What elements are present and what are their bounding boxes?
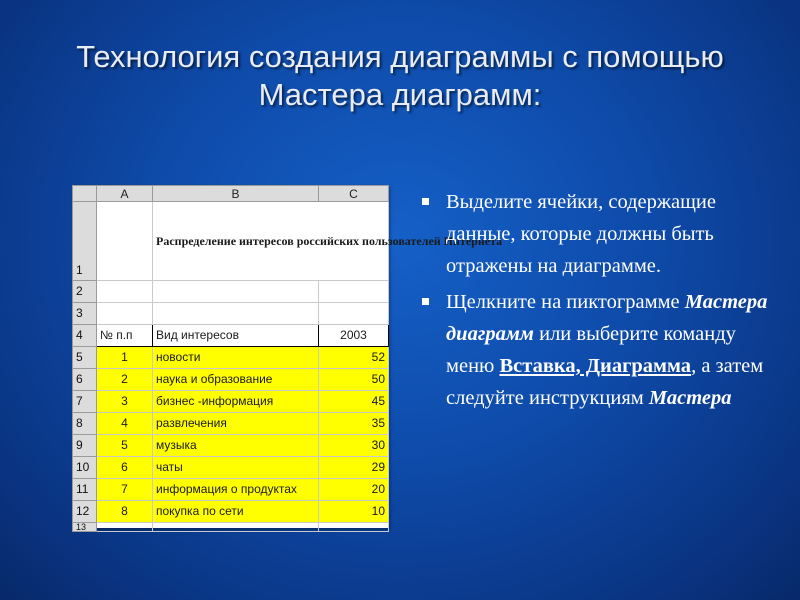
table-row (73, 479, 389, 501)
instruction-list (420, 186, 780, 414)
spreadsheet-grid (72, 185, 503, 532)
row-header: 10 (73, 457, 97, 479)
cell-number: 3 (97, 391, 153, 413)
list-item (420, 286, 780, 414)
cell-number: 4 (97, 413, 153, 435)
table-row (73, 501, 389, 523)
row-header: 3 (73, 303, 97, 325)
cell (97, 202, 153, 281)
corner-cell (73, 186, 97, 202)
instruction-click-text: Щелкните на пиктограмме (446, 291, 685, 313)
cell-interest: чаты (153, 457, 319, 479)
cell-interest: наука и образование (153, 369, 319, 391)
instruction-or-text: или выберите команду меню (446, 323, 736, 377)
cell (97, 281, 153, 303)
cell (319, 281, 389, 303)
row-header: 2 (73, 281, 97, 303)
cell (97, 303, 153, 325)
cell (153, 303, 319, 325)
table-row (73, 303, 389, 325)
table-header-row (73, 325, 389, 347)
cell-number: 5 (97, 435, 153, 457)
instruction-select-cells: Выделите ячейки, содержащие данные, которые должны быть отражены на диаграмме. (446, 191, 717, 277)
cell-interest: развлечения (153, 413, 319, 435)
cell-interest: бизнес -информация (153, 391, 319, 413)
row-header: 5 (73, 347, 97, 369)
cell-value: 30 (319, 435, 389, 457)
table-row (73, 202, 389, 281)
cell-value: 20 (319, 479, 389, 501)
row-header: 12 (73, 501, 97, 523)
cell-number: 7 (97, 479, 153, 501)
list-item (420, 186, 780, 282)
cell-number: 6 (97, 457, 153, 479)
column-header-b: B (153, 186, 319, 202)
cell-interest: информация о продуктах (153, 479, 319, 501)
slide-title (0, 38, 800, 114)
column-header-c: C (319, 186, 389, 202)
row-header: 4 (73, 325, 97, 347)
table-row (73, 413, 389, 435)
square-bullet-icon (422, 198, 429, 205)
table-row (73, 391, 389, 413)
cell-value: 29 (319, 457, 389, 479)
cell-value: 10 (319, 501, 389, 523)
header-year: 2003 (319, 325, 389, 347)
cell-interest: музыка (153, 435, 319, 457)
row-header: 6 (73, 369, 97, 391)
table-title: Распределение интересов российских пользователей Интернета (153, 202, 389, 281)
table-row (73, 369, 389, 391)
cell-value: 45 (319, 391, 389, 413)
spreadsheet-image (72, 185, 503, 532)
cell-interest: новости (153, 347, 319, 369)
cell-number: 1 (97, 347, 153, 369)
table-row (73, 457, 389, 479)
wizard-term: Мастера (648, 387, 732, 409)
column-header-row (73, 186, 389, 202)
cell-value: 52 (319, 347, 389, 369)
header-number: № п.п (97, 325, 153, 347)
row-header: 13 (73, 523, 97, 532)
slide-title-line-1: Технология создания диаграммы с помощью (76, 39, 724, 74)
cell-number: 8 (97, 501, 153, 523)
cell-value: 50 (319, 369, 389, 391)
square-bullet-icon (422, 298, 429, 305)
cell (319, 523, 389, 532)
cell-interest: покупка по сети (153, 501, 319, 523)
cell-value: 35 (319, 413, 389, 435)
row-header: 8 (73, 413, 97, 435)
cell-number: 2 (97, 369, 153, 391)
menu-command: Вставка, Диаграмма (499, 355, 692, 377)
table-row (73, 523, 389, 532)
table-row (73, 435, 389, 457)
column-header-a: A (97, 186, 153, 202)
chart-wizard-term: Мастера диаграмм (446, 291, 768, 345)
slide-title-line-2: Мастера диаграмм: (258, 77, 542, 112)
row-header: 1 (73, 202, 97, 281)
header-interest: Вид интересов (153, 325, 319, 347)
row-header: 7 (73, 391, 97, 413)
row-header: 11 (73, 479, 97, 501)
cell (97, 523, 153, 532)
table-row (73, 281, 389, 303)
row-header: 9 (73, 435, 97, 457)
cell (153, 281, 319, 303)
cell (319, 303, 389, 325)
table-row (73, 347, 389, 369)
instruction-follow-text: , а затем следуйте инструкциям (446, 355, 764, 409)
cell (153, 523, 319, 532)
